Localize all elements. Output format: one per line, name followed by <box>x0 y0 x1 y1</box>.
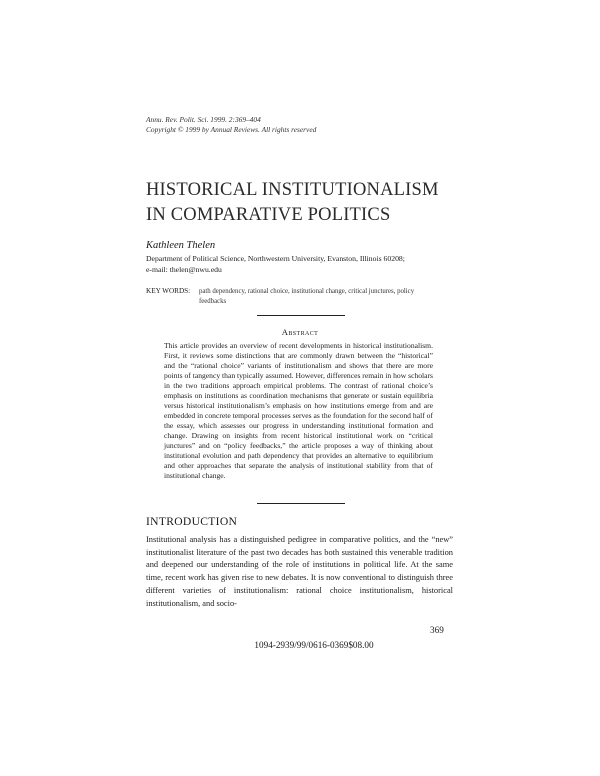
keywords-divider <box>257 315 345 316</box>
introduction-text: Institutional analysis has a distinguished pedigree in comparative politics, and the “new” institutionalist literature of the past two decades has both sustained this venerable tradition and deepened our understanding of the role of institutions in political life. At the same time, recent work has given rise to new debates. It is now conventional to distinguish three different varieties of institutionalism: rational choice institutionalism, historical institutionalism, and socio- <box>146 535 453 608</box>
article-title <box>146 178 439 228</box>
affiliation-line-2: e-mail: thelen@nwu.edu <box>146 264 222 274</box>
title-line-1: HISTORICAL INSTITUTIONALISM <box>146 180 439 200</box>
copyright-line: Copyright © 1999 by Annual Reviews. All rights reserved <box>146 124 317 134</box>
introduction-heading: INTRODUCTION <box>146 515 238 528</box>
journal-line: Annu. Rev. Polit. Sci. 1999. 2:369–404 <box>146 115 261 124</box>
abstract-text: This article provides an overview of recent developments in historical institutionalism. First, it reviews some distinctions that are commonly drawn between the “historical” and the “rational choice” variants of institutionalism and shows that there are more points of tangency than typically assumed. However, differences remain in how scholars in the two traditions approach empirical problems. The contrast of rational choice’s emphasis on institutions as coordination mechanisms that generate or sustain equilibria versus historical institutionalism’s emphasis on how institutions emerge from and are embedded in concrete temporal processes serves as the foundation for the second half of the essay, which assesses our progress in understanding institutional formation and change. Drawing on insights from recent historical institutional work on “critical junctures” and on “policy feedbacks,” the article proposes a way of thinking about institutional evolution and path dependency that provides an alternative to equilibrium and other approaches that separate the analysis of institutional stability from that of institutional change. <box>164 341 433 480</box>
keywords-text: path dependency, rational choice, institutional change, critical junctures, policy feedbacks <box>199 288 415 305</box>
title-line-2: IN COMPARATIVE POLITICS <box>146 205 391 225</box>
keywords-label: KEY WORDS: <box>146 287 191 295</box>
author-affiliation <box>146 254 456 275</box>
abstract-heading: Abstract <box>281 327 319 337</box>
affiliation-line-1: Department of Political Science, Northwestern University, Evanston, Illinois 60208; <box>146 254 405 263</box>
article-code: 1094-2939/99/0616-0369$08.00 <box>254 640 374 650</box>
page-number: 369 <box>430 625 444 635</box>
author-name: Kathleen Thelen <box>146 240 216 251</box>
journal-citation <box>146 115 316 134</box>
abstract-divider <box>257 503 345 504</box>
